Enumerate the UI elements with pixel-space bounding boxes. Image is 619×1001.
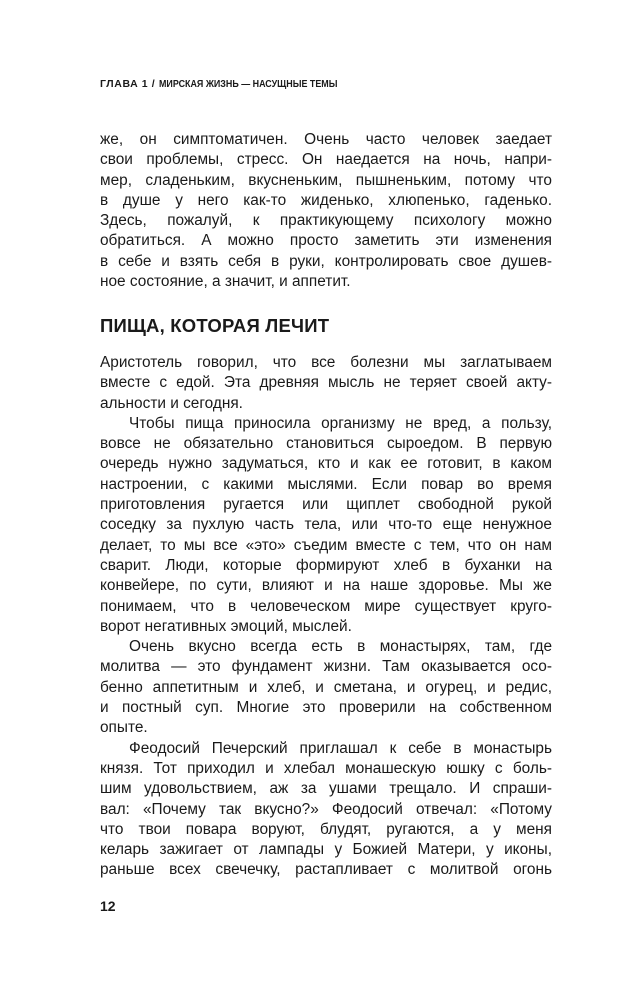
paragraph	[100, 353, 552, 414]
text-line: конвейере, по сути, влияют и на наше здоровье. Мы же	[100, 577, 552, 595]
text-line: делает, то мы все «это» съедим вместе с тем, что он нам	[100, 536, 552, 554]
text-line: альности и сегодня.	[100, 394, 243, 412]
text-line: соседку за пухлую часть тела, или что-то еще ненужное	[100, 516, 552, 534]
text-line: Феодосий Печерский приглашал к себе в монастырь	[129, 739, 552, 757]
text-line: молитва — это фундамент жизни. Там оказывается осо-	[100, 658, 552, 676]
paragraph	[100, 739, 552, 881]
text-line: вал: «Почему так вкусно?» Феодосий отвечал: «Потому	[100, 800, 552, 818]
text-line: раньше всех свечечку, растапливает с молитвой огонь	[100, 861, 552, 879]
paragraph	[100, 637, 552, 738]
running-head-chapter: ГЛАВА 1 /	[100, 78, 156, 90]
text-line: же, он симптоматичен. Очень часто человек заедает	[100, 131, 552, 148]
section-text	[100, 353, 552, 881]
text-line: опыте.	[100, 719, 148, 737]
text-line: что твои повара воруют, блудят, ругаются, а у меня	[100, 820, 552, 838]
text-line: шим удовольствием, аж за ушами трещало. И спраши-	[100, 780, 552, 798]
text-line: в себе и взять себя в руки, контролировать свое душев-	[100, 252, 552, 270]
text-line: Здесь, пожалуй, к практикующему психологу можно	[100, 212, 552, 230]
text-line: в душе у него как-то жиденько, хлюпенько, гаденько.	[100, 191, 552, 209]
text-line: понимаем, что в человеческом мире существует круго-	[100, 597, 552, 615]
text-line: и постный суп. Многие это проверили на собственном	[100, 699, 552, 717]
text-line: свои проблемы, стресс. Он наедается на ночь, напри-	[100, 151, 552, 169]
text-line: приготовления ругается или щиплет свободной рукой	[100, 496, 552, 514]
text-line: обратиться. А можно просто заметить эти изменения	[100, 232, 552, 250]
text-line: сварит. Люди, которые формируют хлеб в буханки на	[100, 556, 552, 574]
text-line: Аристотель говорил, что все болезни мы заглатываем	[100, 354, 552, 371]
paragraph	[100, 130, 552, 292]
text-line: очередь нужно задуматься, кто и как ее готовит, в каком	[100, 455, 552, 473]
text-line: ворот негативных эмоций, мыслей.	[100, 617, 352, 635]
intro-text	[100, 130, 552, 292]
text-line: Чтобы пища приносила организму не вред, а пользу,	[129, 414, 552, 432]
running-head	[100, 78, 369, 90]
text-line: мер, сладеньким, вкусненьким, пышненьким, потому что	[100, 171, 552, 189]
text-line: вместе с едой. Эта древняя мысль не теряет своей акту-	[100, 374, 552, 392]
text-line: настроении, с какими мыслями. Если повар во время	[100, 475, 552, 493]
section-heading: ПИЩА, КОТОРАЯ ЛЕЧИТ	[100, 315, 330, 336]
paragraph	[100, 414, 552, 637]
text-line: Очень вкусно всегда есть в монастырях, там, где	[129, 638, 552, 656]
page-number: 12	[100, 898, 116, 914]
running-head-title: МИРСКАЯ ЖИЗНЬ — НАСУЩНЫЕ ТЕМЫ	[158, 78, 338, 90]
text-line: вовсе не обязательно становиться сыроедом. В первую	[100, 435, 552, 453]
text-line: ное состояние, а значит, и аппетит.	[100, 273, 351, 291]
text-line: бенно аппетитным и хлеб, и сметана, и огурец, и редис,	[100, 678, 552, 696]
text-line: князя. Тот приходил и хлебал монашескую юшку с боль-	[100, 759, 552, 777]
text-line: келарь зажигает от лампады у Божией Матери, у иконы,	[100, 841, 552, 859]
